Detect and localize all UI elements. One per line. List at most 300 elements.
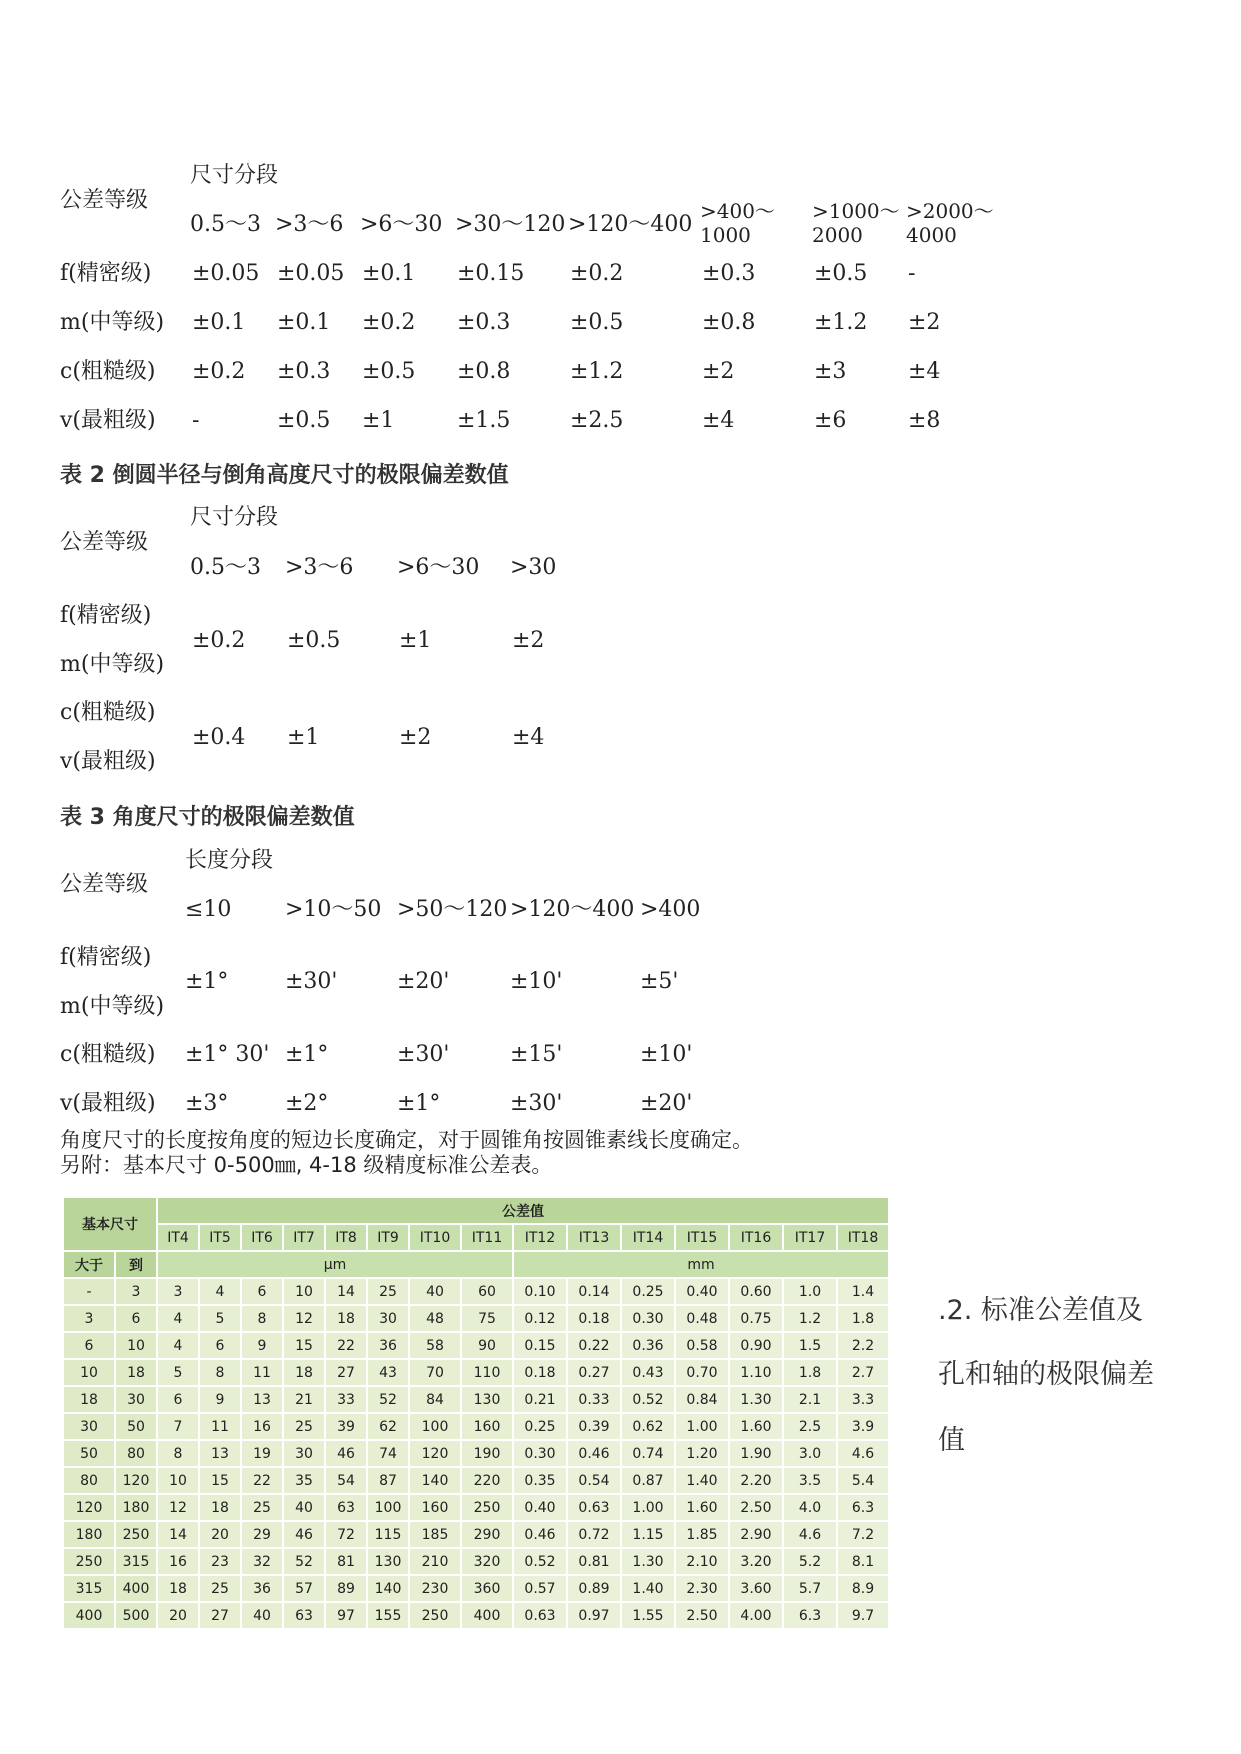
- tolerance-cell: 0.57: [513, 1575, 567, 1602]
- deviation-value: ±1°: [185, 969, 229, 994]
- tolerance-cell: 5.7: [783, 1575, 837, 1602]
- tolerance-cell: 0.39: [567, 1413, 621, 1440]
- tolerance-cell: 0.81: [567, 1548, 621, 1575]
- tolerance-cell: 60: [461, 1278, 513, 1305]
- tolerance-cell: 14: [325, 1278, 367, 1305]
- deviation-value: ±20': [397, 969, 450, 994]
- it-grade-header: IT5: [199, 1224, 241, 1251]
- tolerance-cell: 63: [325, 1494, 367, 1521]
- deviation-value: ±0.3: [457, 310, 511, 335]
- it-grade-header: IT16: [729, 1224, 783, 1251]
- it-grade-header: IT4: [157, 1224, 199, 1251]
- deviation-value: ±0.1: [362, 261, 416, 286]
- tolerance-cell: 185: [409, 1521, 461, 1548]
- tolerance-cell: 1.30: [729, 1386, 783, 1413]
- deviation-value: ±2: [908, 310, 941, 335]
- table-row: [63, 1494, 889, 1521]
- size-range-cell: 180: [63, 1521, 115, 1548]
- size-range-cell: 500: [115, 1602, 157, 1629]
- size-range-cell: 10: [115, 1332, 157, 1359]
- tolerance-cell: 0.30: [621, 1305, 675, 1332]
- tolerance-cell: 3.60: [729, 1575, 783, 1602]
- length-segment-header: >400: [640, 897, 701, 922]
- tolerance-cell: 84: [409, 1386, 461, 1413]
- table2-caption: 表 2 倒圆半径与倒角高度尺寸的极限偏差数值: [60, 463, 509, 488]
- deviation-value: ±0.8: [702, 310, 756, 335]
- deviation-value: ±0.5: [570, 310, 624, 335]
- it-grade-header: IT17: [783, 1224, 837, 1251]
- deviation-value: ±3: [814, 359, 847, 384]
- tolerance-cell: 87: [367, 1467, 409, 1494]
- tolerance-cell: 400: [461, 1602, 513, 1629]
- size-segment-header: 2000: [812, 223, 863, 247]
- deviation-value: ±0.4: [192, 725, 246, 750]
- tolerance-cell: 4.0: [783, 1494, 837, 1521]
- tolerance-cell: 0.40: [675, 1278, 729, 1305]
- tolerance-cell: 4.6: [837, 1440, 889, 1467]
- tolerance-cell: 12: [283, 1305, 325, 1332]
- tolerance-cell: 0.72: [567, 1521, 621, 1548]
- tolerance-cell: 1.8: [783, 1359, 837, 1386]
- tolerance-cell: 16: [241, 1413, 283, 1440]
- tolerance-cell: 230: [409, 1575, 461, 1602]
- tolerance-grade-label: c(粗糙级): [60, 700, 156, 725]
- size-segment-header: >3～6: [275, 212, 344, 237]
- tolerance-cell: 57: [283, 1575, 325, 1602]
- tolerance-cell: 16: [157, 1548, 199, 1575]
- tolerance-cell: 0.36: [621, 1332, 675, 1359]
- it-grade-header: IT7: [283, 1224, 325, 1251]
- it-grade-header: IT12: [513, 1224, 567, 1251]
- tolerance-grade-label: m(中等级): [60, 310, 165, 335]
- grade-row: [63, 1224, 889, 1251]
- tolerance-cell: 1.00: [621, 1494, 675, 1521]
- table-row: [63, 1413, 889, 1440]
- tolerance-cell: 1.55: [621, 1602, 675, 1629]
- deviation-value: ±1: [399, 628, 432, 653]
- tolerance-cell: 5.2: [783, 1548, 837, 1575]
- unit-row: [63, 1251, 889, 1278]
- size-range-cell: 6: [63, 1332, 115, 1359]
- tolerance-cell: 100: [367, 1494, 409, 1521]
- tolerance-cell: 9: [199, 1386, 241, 1413]
- it-grade-header: IT6: [241, 1224, 283, 1251]
- tolerance-cell: 74: [367, 1440, 409, 1467]
- segment-header: 尺寸分段: [190, 505, 279, 530]
- tolerance-cell: 4: [157, 1305, 199, 1332]
- tolerance-cell: 0.10: [513, 1278, 567, 1305]
- tolerance-cell: 1.90: [729, 1440, 783, 1467]
- tolerance-cell: 13: [241, 1386, 283, 1413]
- tolerance-cell: 2.20: [729, 1467, 783, 1494]
- tolerance-cell: 0.35: [513, 1467, 567, 1494]
- size-range-cell: 315: [63, 1575, 115, 1602]
- size-segment-header: 4000: [906, 223, 957, 247]
- tolerance-cell: 2.7: [837, 1359, 889, 1386]
- tolerance-cell: 6: [241, 1278, 283, 1305]
- size-segment-header: >1000～: [812, 199, 900, 223]
- tolerance-cell: 8: [199, 1359, 241, 1386]
- length-segment-header: >120～400: [510, 897, 635, 922]
- tolerance-cell: 18: [283, 1359, 325, 1386]
- size-range-cell: 400: [115, 1575, 157, 1602]
- deviation-value: ±2: [399, 725, 432, 750]
- tolerance-cell: 0.84: [675, 1386, 729, 1413]
- deviation-value: ±1°: [285, 1042, 329, 1067]
- tolerance-cell: 8: [241, 1305, 283, 1332]
- tolerance-cell: 81: [325, 1548, 367, 1575]
- tolerance-grade-label: f(精密级): [60, 603, 152, 628]
- table-row: [63, 1440, 889, 1467]
- tolerance-cell: 0.52: [513, 1548, 567, 1575]
- tolerance-cell: 0.27: [567, 1359, 621, 1386]
- tolerance-cell: 250: [409, 1602, 461, 1629]
- it-tolerance-table: [62, 1196, 890, 1630]
- size-range-cell: 250: [63, 1548, 115, 1575]
- table-row: [63, 1305, 889, 1332]
- tolerance-cell: 22: [241, 1467, 283, 1494]
- tolerance-cell: 1.4: [837, 1278, 889, 1305]
- tolerance-cell: 0.14: [567, 1278, 621, 1305]
- tolerance-cell: 97: [325, 1602, 367, 1629]
- tolerance-cell: 3.3: [837, 1386, 889, 1413]
- tolerance-cell: 43: [367, 1359, 409, 1386]
- tolerance-cell: 1.00: [675, 1413, 729, 1440]
- tolerance-cell: 0.48: [675, 1305, 729, 1332]
- tolerance-cell: 62: [367, 1413, 409, 1440]
- tolerance-cell: 5: [199, 1305, 241, 1332]
- deviation-value: ±30': [397, 1042, 450, 1067]
- side-heading-line-3: 值: [938, 1425, 965, 1456]
- size-segment-header: >2000～: [906, 199, 994, 223]
- tolerance-cell: 39: [325, 1413, 367, 1440]
- tolerance-cell: 1.30: [621, 1548, 675, 1575]
- basic-size-header: 基本尺寸: [63, 1197, 157, 1251]
- size-segment-header: >6～30: [397, 555, 480, 580]
- deviation-value: ±0.3: [277, 359, 331, 384]
- tolerance-cell: 90: [461, 1332, 513, 1359]
- table-row: [63, 1359, 889, 1386]
- tolerance-cell: 0.75: [729, 1305, 783, 1332]
- tolerance-cell: 0.21: [513, 1386, 567, 1413]
- tolerance-cell: 35: [283, 1467, 325, 1494]
- tolerance-grade-label: c(粗糙级): [60, 1042, 156, 1067]
- tolerance-grade-label: m(中等级): [60, 652, 165, 677]
- tolerance-cell: 0.63: [513, 1602, 567, 1629]
- tolerance-cell: 2.1: [783, 1386, 837, 1413]
- tolerance-cell: 1.2: [783, 1305, 837, 1332]
- tolerance-cell: 250: [461, 1494, 513, 1521]
- size-range-cell: 50: [115, 1413, 157, 1440]
- tolerance-cell: 2.2: [837, 1332, 889, 1359]
- tolerance-cell: 25: [241, 1494, 283, 1521]
- table-row: [63, 1467, 889, 1494]
- deviation-value: ±0.3: [702, 261, 756, 286]
- size-segment-header: 0.5～3: [190, 212, 261, 237]
- deviation-value: ±0.5: [814, 261, 868, 286]
- tolerance-cell: 3.5: [783, 1467, 837, 1494]
- deviation-value: ±2°: [285, 1091, 329, 1116]
- length-segment-header: >10～50: [285, 897, 382, 922]
- tolerance-cell: 9: [241, 1332, 283, 1359]
- tolerance-cell: 360: [461, 1575, 513, 1602]
- tolerance-cell: 30: [367, 1305, 409, 1332]
- tolerance-cell: 0.89: [567, 1575, 621, 1602]
- side-heading-line-1: .2. 标准公差值及: [938, 1295, 1143, 1326]
- deviation-value: ±0.15: [457, 261, 525, 286]
- size-segment-header: >6～30: [360, 212, 443, 237]
- tolerance-cell: 0.58: [675, 1332, 729, 1359]
- size-range-cell: 250: [115, 1521, 157, 1548]
- tolerance-cell: 320: [461, 1548, 513, 1575]
- tolerance-cell: 32: [241, 1548, 283, 1575]
- deviation-value: ±0.8: [457, 359, 511, 384]
- tolerance-cell: 46: [325, 1440, 367, 1467]
- tolerance-cell: 4.6: [783, 1521, 837, 1548]
- tolerance-grade-label: v(最粗级): [60, 1091, 156, 1116]
- header-row: [63, 1197, 889, 1224]
- tolerance-cell: 155: [367, 1602, 409, 1629]
- tolerance-cell: 5.4: [837, 1467, 889, 1494]
- size-range-cell: 30: [115, 1386, 157, 1413]
- tolerance-cell: 290: [461, 1521, 513, 1548]
- tolerance-cell: 15: [283, 1332, 325, 1359]
- table-row: [63, 1386, 889, 1413]
- tolerance-cell: 4: [157, 1332, 199, 1359]
- tolerance-cell: 14: [157, 1521, 199, 1548]
- tolerance-cell: 0.30: [513, 1440, 567, 1467]
- table-row: [63, 1332, 889, 1359]
- tolerance-cell: 3.9: [837, 1413, 889, 1440]
- size-range-cell: 50: [63, 1440, 115, 1467]
- tolerance-cell: 58: [409, 1332, 461, 1359]
- tolerance-cell: 18: [157, 1575, 199, 1602]
- tolerance-cell: 0.15: [513, 1332, 567, 1359]
- tolerance-cell: 6.3: [783, 1602, 837, 1629]
- deviation-value: ±8: [908, 408, 941, 433]
- tolerance-grade-label: v(最粗级): [60, 408, 156, 433]
- deviation-value: ±20': [640, 1091, 693, 1116]
- tolerance-cell: 0.33: [567, 1386, 621, 1413]
- tolerance-grade-label: f(精密级): [60, 945, 152, 970]
- size-range-cell: 3: [63, 1305, 115, 1332]
- tolerance-cell: 30: [283, 1440, 325, 1467]
- deviation-value: ±2: [512, 628, 545, 653]
- tolerance-cell: 20: [199, 1521, 241, 1548]
- size-range-cell: 120: [115, 1467, 157, 1494]
- tolerance-cell: 11: [199, 1413, 241, 1440]
- grade-header: 公差等级: [60, 530, 149, 555]
- tolerance-cell: 0.25: [621, 1278, 675, 1305]
- deviation-value: ±4: [908, 359, 941, 384]
- tolerance-cell: 0.52: [621, 1386, 675, 1413]
- tolerance-cell: 27: [199, 1602, 241, 1629]
- it-grade-header: IT10: [409, 1224, 461, 1251]
- tolerance-cell: 40: [241, 1602, 283, 1629]
- deviation-value: ±10': [640, 1042, 693, 1067]
- tolerance-value-header: 公差值: [157, 1197, 889, 1224]
- tolerance-cell: 220: [461, 1467, 513, 1494]
- tolerance-cell: 2.5: [783, 1413, 837, 1440]
- tolerance-cell: 10: [157, 1467, 199, 1494]
- tolerance-cell: 8.9: [837, 1575, 889, 1602]
- size-range-cell: 6: [115, 1305, 157, 1332]
- size-range-cell: 180: [115, 1494, 157, 1521]
- tolerance-cell: 160: [409, 1494, 461, 1521]
- tolerance-cell: 25: [283, 1413, 325, 1440]
- tolerance-cell: 4.00: [729, 1602, 783, 1629]
- to-header: 到: [115, 1251, 157, 1278]
- tolerance-cell: 1.15: [621, 1521, 675, 1548]
- deviation-value: ±3°: [185, 1091, 229, 1116]
- deviation-value: ±10': [510, 969, 563, 994]
- grade-header: 公差等级: [60, 188, 149, 213]
- tolerance-cell: 0.40: [513, 1494, 567, 1521]
- deviation-value: ±15': [510, 1042, 563, 1067]
- table-row: [63, 1602, 889, 1629]
- tolerance-cell: 0.54: [567, 1467, 621, 1494]
- deviation-value: ±4: [512, 725, 545, 750]
- deviation-value: ±1: [287, 725, 320, 750]
- tolerance-cell: 5: [157, 1359, 199, 1386]
- tolerance-cell: 63: [283, 1602, 325, 1629]
- tolerance-cell: 22: [325, 1332, 367, 1359]
- tolerance-cell: 23: [199, 1548, 241, 1575]
- note-line-2: 另附：基本尺寸 0-500㎜, 4-18 级精度标准公差表。: [60, 1153, 553, 1177]
- tolerance-cell: 1.10: [729, 1359, 783, 1386]
- tolerance-cell: 0.12: [513, 1305, 567, 1332]
- tolerance-grade-label: v(最粗级): [60, 749, 156, 774]
- tolerance-cell: 2.10: [675, 1548, 729, 1575]
- tolerance-cell: 1.8: [837, 1305, 889, 1332]
- tolerance-cell: 46: [283, 1521, 325, 1548]
- size-range-cell: 80: [63, 1467, 115, 1494]
- deviation-value: ±0.5: [277, 408, 331, 433]
- tolerance-cell: 3.0: [783, 1440, 837, 1467]
- tolerance-cell: 7.2: [837, 1521, 889, 1548]
- size-segment-header: >3～6: [285, 555, 354, 580]
- tolerance-cell: 40: [409, 1278, 461, 1305]
- tolerance-cell: 0.43: [621, 1359, 675, 1386]
- deviation-value: ±1: [362, 408, 395, 433]
- unit-mm: mm: [513, 1251, 889, 1278]
- tolerance-cell: 1.40: [621, 1575, 675, 1602]
- tolerance-cell: 1.0: [783, 1278, 837, 1305]
- tolerance-cell: 1.20: [675, 1440, 729, 1467]
- tolerance-cell: 70: [409, 1359, 461, 1386]
- deviation-value: ±2: [702, 359, 735, 384]
- tolerance-grade-label: m(中等级): [60, 994, 165, 1019]
- tolerance-cell: 190: [461, 1440, 513, 1467]
- tolerance-cell: 52: [283, 1548, 325, 1575]
- tolerance-cell: 6: [157, 1386, 199, 1413]
- side-heading-line-2: 孔和轴的极限偏差: [938, 1359, 1154, 1390]
- tolerance-cell: 0.18: [513, 1359, 567, 1386]
- tolerance-cell: 18: [325, 1305, 367, 1332]
- note-line-1: 角度尺寸的长度按角度的短边长度确定，对于圆锥角按圆锥素线长度确定。: [60, 1128, 753, 1152]
- tolerance-cell: 40: [283, 1494, 325, 1521]
- size-segment-header: >400～: [700, 199, 775, 223]
- tolerance-cell: 52: [367, 1386, 409, 1413]
- tolerance-cell: 8: [157, 1440, 199, 1467]
- tolerance-cell: 15: [199, 1467, 241, 1494]
- size-segment-header: 0.5～3: [190, 555, 261, 580]
- tolerance-cell: 115: [367, 1521, 409, 1548]
- tolerance-cell: 48: [409, 1305, 461, 1332]
- tolerance-cell: 1.60: [729, 1413, 783, 1440]
- tolerance-cell: 2.30: [675, 1575, 729, 1602]
- deviation-value: ±1° 30': [185, 1042, 270, 1067]
- deviation-value: ±0.2: [192, 359, 246, 384]
- length-segment-header: >50～120: [397, 897, 508, 922]
- tolerance-cell: 6.3: [837, 1494, 889, 1521]
- tolerance-cell: 2.50: [729, 1494, 783, 1521]
- tolerance-cell: 0.90: [729, 1332, 783, 1359]
- tolerance-cell: 0.25: [513, 1413, 567, 1440]
- tolerance-cell: 36: [367, 1332, 409, 1359]
- tolerance-cell: 3.20: [729, 1548, 783, 1575]
- tolerance-cell: 0.46: [513, 1521, 567, 1548]
- tolerance-cell: 100: [409, 1413, 461, 1440]
- tolerance-cell: 210: [409, 1548, 461, 1575]
- deviation-value: ±1°: [397, 1091, 441, 1116]
- it-grade-header: IT8: [325, 1224, 367, 1251]
- tolerance-cell: 120: [409, 1440, 461, 1467]
- size-range-cell: 400: [63, 1602, 115, 1629]
- it-grade-header: IT18: [837, 1224, 889, 1251]
- size-range-cell: 18: [63, 1386, 115, 1413]
- tolerance-cell: 0.70: [675, 1359, 729, 1386]
- tolerance-cell: 160: [461, 1413, 513, 1440]
- over-header: 大于: [63, 1251, 115, 1278]
- deviation-value: -: [908, 261, 916, 286]
- size-range-cell: 30: [63, 1413, 115, 1440]
- deviation-value: ±1.2: [814, 310, 868, 335]
- tolerance-cell: 21: [283, 1386, 325, 1413]
- size-range-cell: 120: [63, 1494, 115, 1521]
- table-row: [63, 1521, 889, 1548]
- deviation-value: ±0.2: [570, 261, 624, 286]
- tolerance-cell: 2.50: [675, 1602, 729, 1629]
- tolerance-cell: 0.62: [621, 1413, 675, 1440]
- tolerance-cell: 33: [325, 1386, 367, 1413]
- tolerance-cell: 1.40: [675, 1467, 729, 1494]
- tolerance-cell: 0.60: [729, 1278, 783, 1305]
- tolerance-cell: 27: [325, 1359, 367, 1386]
- deviation-value: ±1.5: [457, 408, 511, 433]
- segment-header: 尺寸分段: [190, 163, 279, 188]
- tolerance-grade-label: f(精密级): [60, 261, 152, 286]
- tolerance-cell: 140: [409, 1467, 461, 1494]
- segment-header: 长度分段: [185, 848, 274, 873]
- tolerance-cell: 29: [241, 1521, 283, 1548]
- deviation-value: -: [192, 408, 200, 433]
- tolerance-cell: 72: [325, 1521, 367, 1548]
- it-grade-header: IT9: [367, 1224, 409, 1251]
- deviation-value: ±0.05: [277, 261, 345, 286]
- size-segment-header: >30～120: [455, 212, 566, 237]
- size-segment-header: >30: [510, 555, 557, 580]
- tolerance-cell: 0.18: [567, 1305, 621, 1332]
- deviation-value: ±0.5: [287, 628, 341, 653]
- deviation-value: ±0.05: [192, 261, 260, 286]
- table-row: [63, 1278, 889, 1305]
- table-row: [63, 1548, 889, 1575]
- size-range-cell: 80: [115, 1440, 157, 1467]
- it-grade-header: IT14: [621, 1224, 675, 1251]
- tolerance-cell: 1.85: [675, 1521, 729, 1548]
- tolerance-cell: 0.87: [621, 1467, 675, 1494]
